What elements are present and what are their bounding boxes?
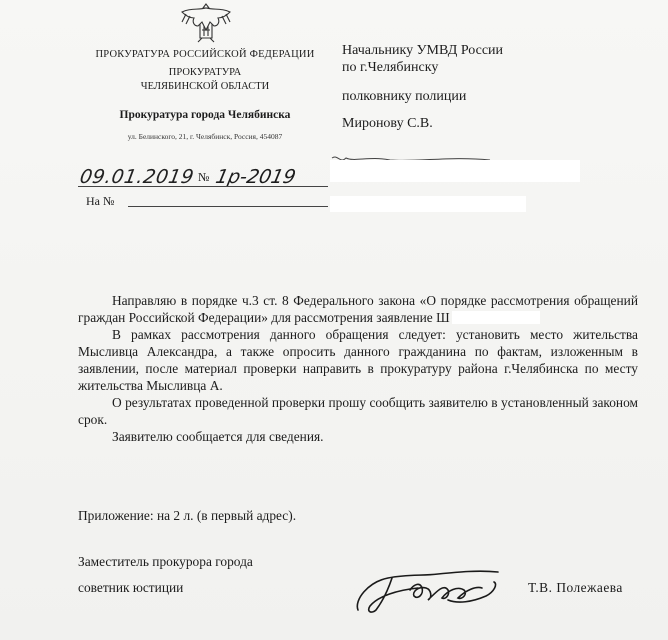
redaction-block xyxy=(330,196,526,212)
body-paragraph-3: О результатах проведенной проверки прошу сообщить заявителю в установленный законом срок. xyxy=(78,395,638,427)
org-line-1: ПРОКУРАТУРА РОССИЙСКОЙ ФЕДЕРАЦИИ xyxy=(95,49,315,60)
handwritten-signature xyxy=(348,560,528,620)
body-paragraph-1-text: Направляю в порядке ч.3 ст. 8 Федерального закона «О порядке рассмотрения обращений граждан Российской Федерации» для рассмотрения заявление Ш xyxy=(78,293,638,325)
addressee-line-2: по г.Челябинску xyxy=(342,60,439,75)
sender-header xyxy=(60,48,350,144)
incoming-ref-underline xyxy=(128,206,328,207)
handwritten-date: 09.01.2019 xyxy=(78,166,196,188)
addressee-line-4: Миронову С.В. xyxy=(342,116,433,131)
signatory-name: Т.В. Полежаева xyxy=(528,580,623,595)
handwritten-number: 1р-2019 xyxy=(213,166,298,188)
redaction-inline xyxy=(512,311,540,324)
redaction-block xyxy=(330,160,580,182)
number-label: № xyxy=(198,170,210,184)
addressee-line-1: Начальнику УМВД России xyxy=(342,43,504,58)
signatory-title-2: советник юстиции xyxy=(78,580,184,595)
body-paragraph-2: В рамках рассмотрения данного обращения следует: установить место жительства Мысливца Александра, а также опросить данного гражданина по фактам, изложенным в заявлении, после материал проверки направить в прокуратуру района г.Челябинска по месту жительства Мысливца А. xyxy=(78,327,638,393)
signatory-title-1: Заместитель прокурора города xyxy=(78,554,253,569)
org-line-4: Прокуратура города Челябинска xyxy=(119,109,291,121)
reference-underline xyxy=(78,186,328,187)
addressee-block xyxy=(342,42,582,132)
letter-body xyxy=(78,292,638,445)
org-line-2: ПРОКУРАТУРА xyxy=(168,67,242,78)
org-line-3: ЧЕЛЯБИНСКОЙ ОБЛАСТИ xyxy=(140,81,270,92)
body-paragraph-1 xyxy=(78,292,638,326)
body-paragraph-4: Заявителю сообщается для сведения. xyxy=(112,429,324,444)
incoming-ref-label: На № xyxy=(86,194,115,208)
coat-of-arms-emblem xyxy=(176,0,236,44)
attachment-note: Приложение: на 2 л. (в первый адрес). xyxy=(78,508,297,523)
sender-address: ул. Белинского, 21, г. Челябинск, Россия, 454087 xyxy=(127,132,283,141)
redaction-inline xyxy=(452,311,512,324)
addressee-line-3: полковнику полиции xyxy=(342,89,467,104)
